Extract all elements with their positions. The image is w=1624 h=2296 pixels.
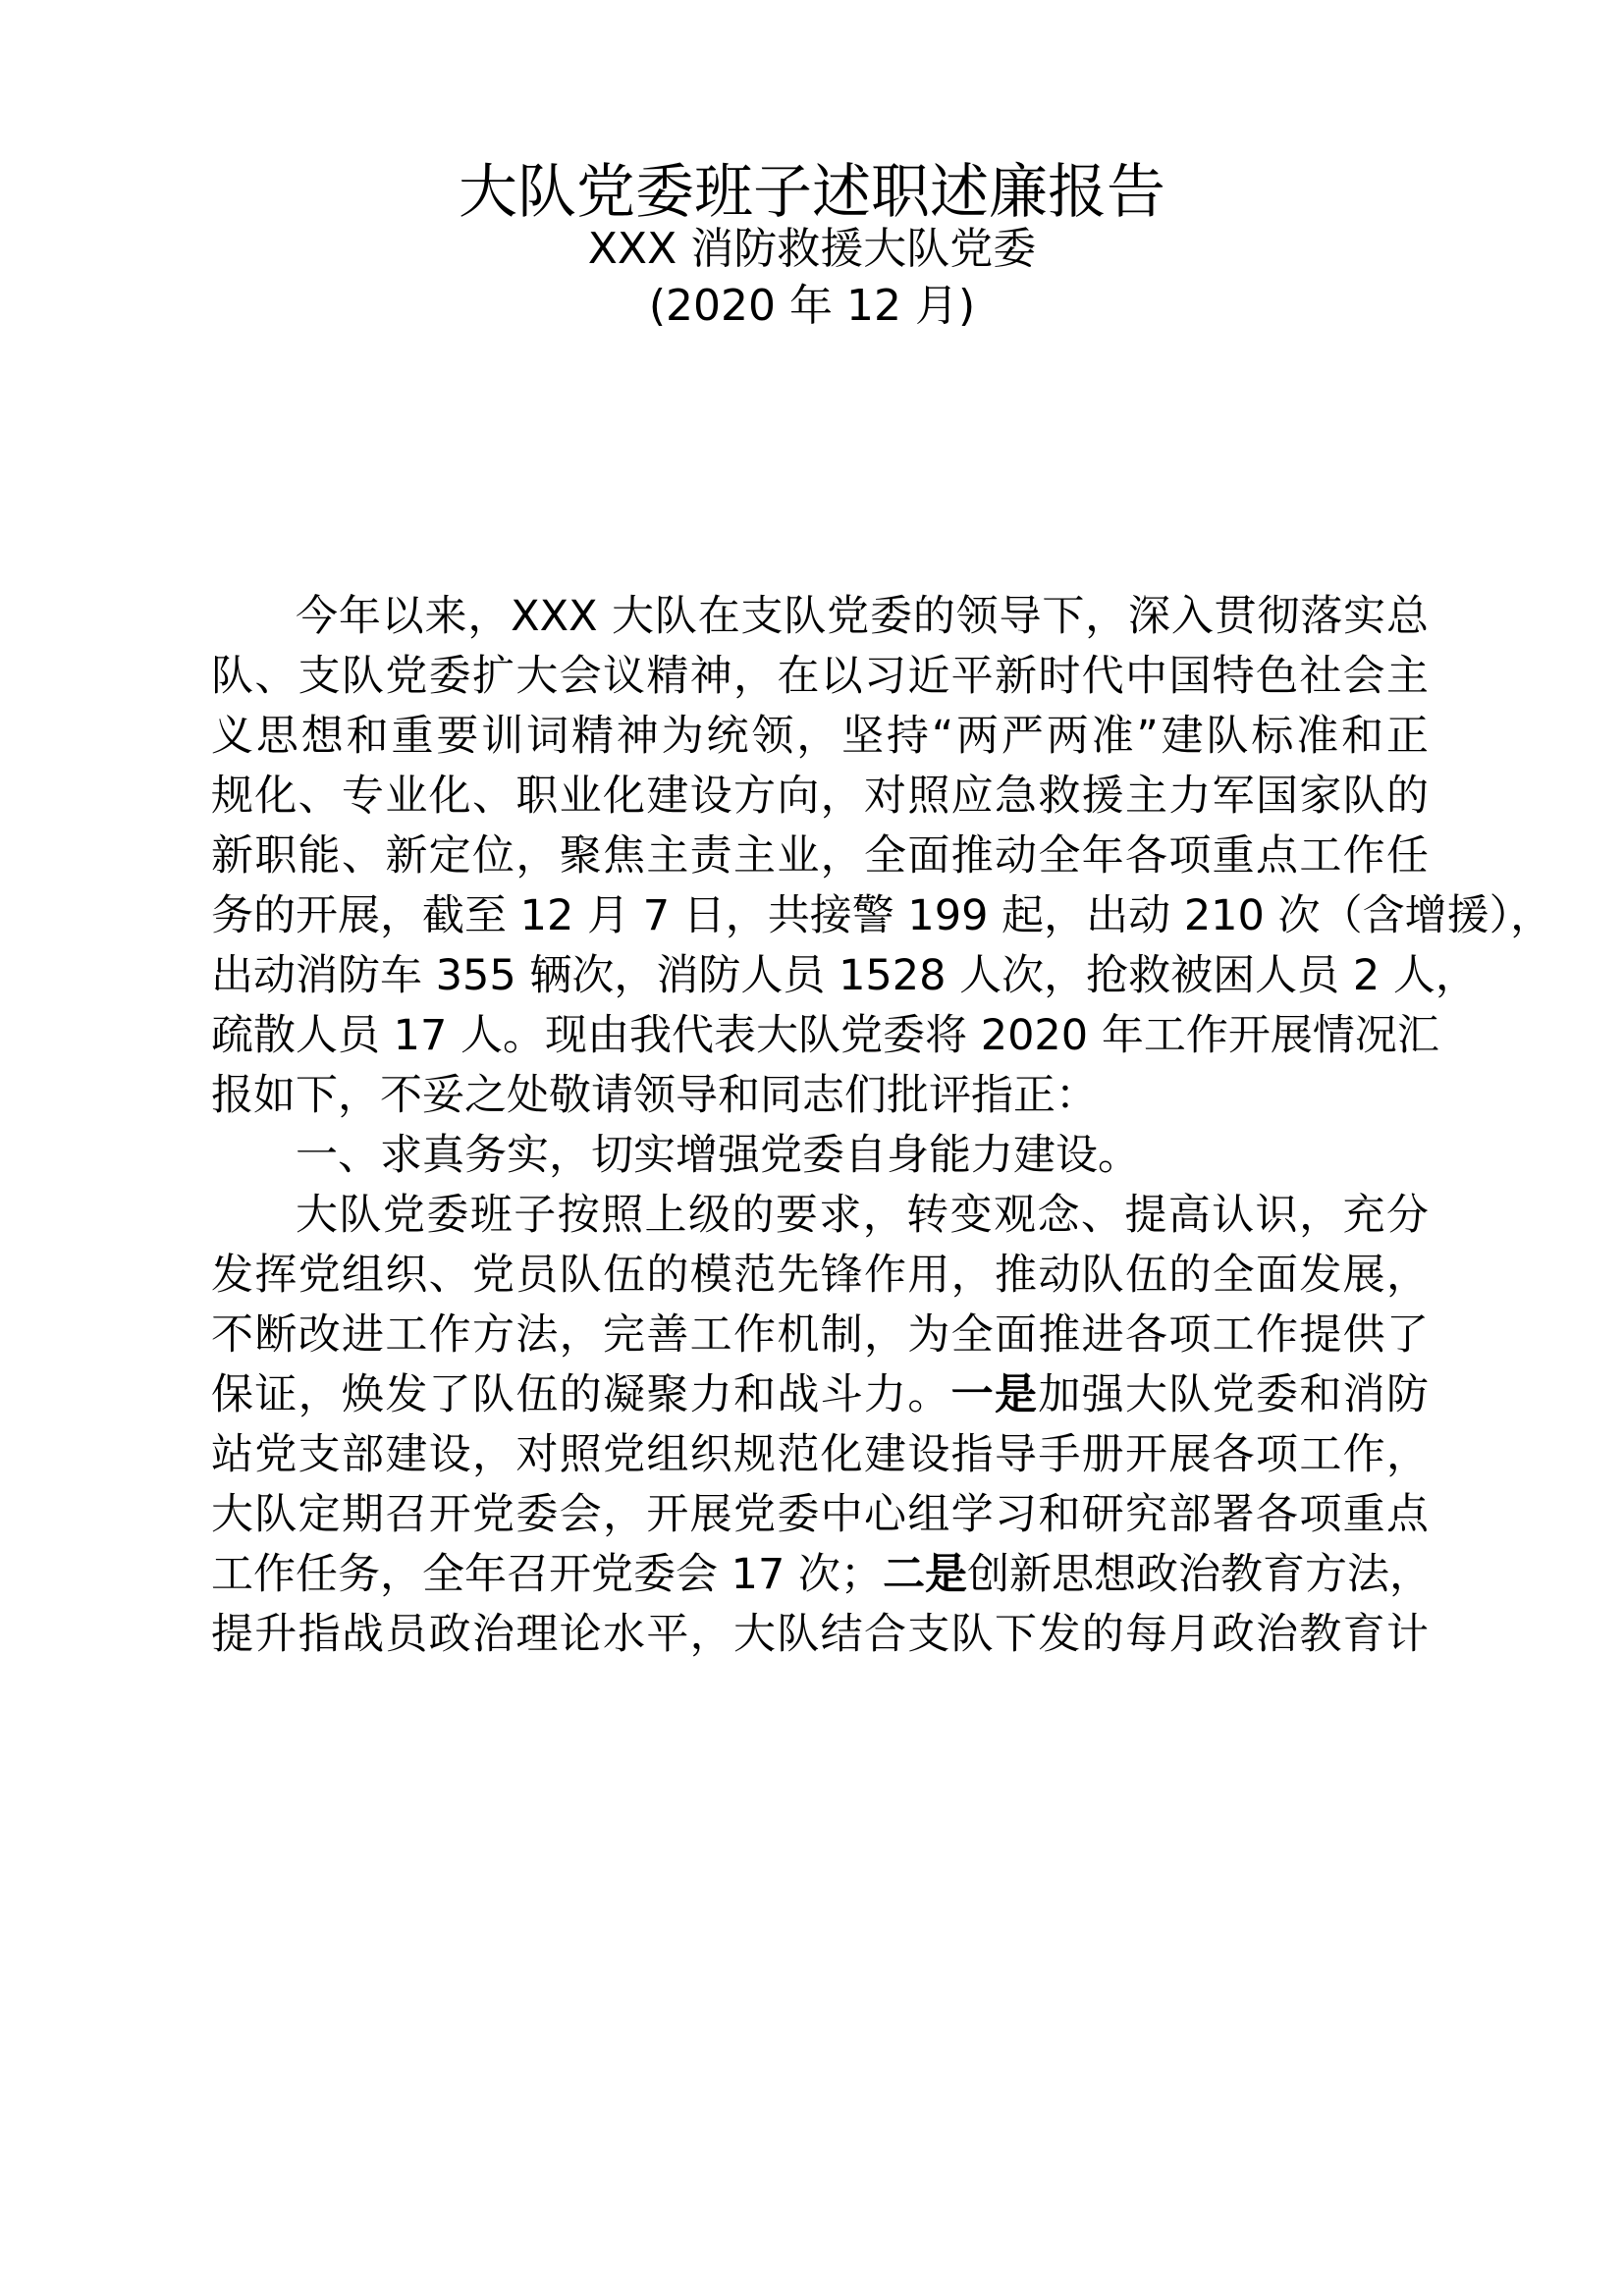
body-line: 提升指战员政治理论水平，大队结合支队下发的每月政治教育计 [211, 1610, 1429, 1659]
body-line: 出动消防车 355 辆次，消防人员 1528 人次，抢救被困人员 2 人， [211, 951, 1478, 1000]
body-text-segment: 创新思想政治教育方法， [967, 1550, 1433, 1599]
document-date: (2020 年 12 月) [648, 281, 976, 331]
body-line: 今年以来，XXX 大队在支队党委的领导下，深入贯彻落实总 [296, 592, 1429, 641]
body-line: 大队党委班子按照上级的要求，转变观念、提高认识，充分 [296, 1191, 1429, 1240]
document-subtitle: XXX 消防救援大队党委 [587, 224, 1037, 274]
body-line [211, 1545, 1433, 1605]
bold-point-marker: 二是 [883, 1550, 968, 1599]
section-heading: 一、求真务实，切实增强党委自身能力建设。 [296, 1131, 1140, 1180]
body-line: 新职能、新定位，聚焦主责主业，全面推动全年各项重点工作任 [211, 831, 1429, 881]
bold-point-marker: 一是 [950, 1370, 1039, 1419]
body-line: 规化、专业化、职业化建设方向，对照应急救援主力军国家队的 [211, 772, 1429, 821]
body-text-segment: 工作任务，全年召开党委会 17 次； [211, 1550, 884, 1599]
body-line: 务的开展，截至 12 月 7 日，共接警 199 起，出动 210 次（含增援）， [211, 891, 1553, 940]
document-title: 大队党委班子述职述廉报告 [459, 158, 1165, 227]
body-line [211, 1365, 1429, 1425]
body-line: 报如下，不妥之处敬请领导和同志们批评指正： [211, 1071, 1098, 1120]
body-line: 义思想和重要训词精神为统领，坚持“两严两准”建队标准和正 [211, 712, 1429, 761]
body-text-segment: 保证，焕发了队伍的凝聚力和战斗力。 [211, 1370, 951, 1419]
body-line: 站党支部建设，对照党组织规范化建设指导手册开展各项工作， [211, 1430, 1429, 1479]
body-line: 疏散人员 17 人。现由我代表大队党委将 2020 年工作开展情况汇 [211, 1011, 1439, 1060]
body-line: 不断改进工作方法，完善工作机制，为全面推进各项工作提供了 [211, 1310, 1429, 1360]
body-line: 大队定期召开党委会，开展党委中心组学习和研究部署各项重点 [211, 1490, 1429, 1539]
body-text-segment: 加强大队党委和消防 [1038, 1370, 1430, 1419]
body-line: 发挥党组织、党员队伍的模范先锋作用，推动队伍的全面发展， [211, 1251, 1429, 1300]
document-body [211, 587, 1553, 1665]
body-line: 队、支队党委扩大会议精神，在以习近平新时代中国特色社会主 [211, 652, 1429, 701]
